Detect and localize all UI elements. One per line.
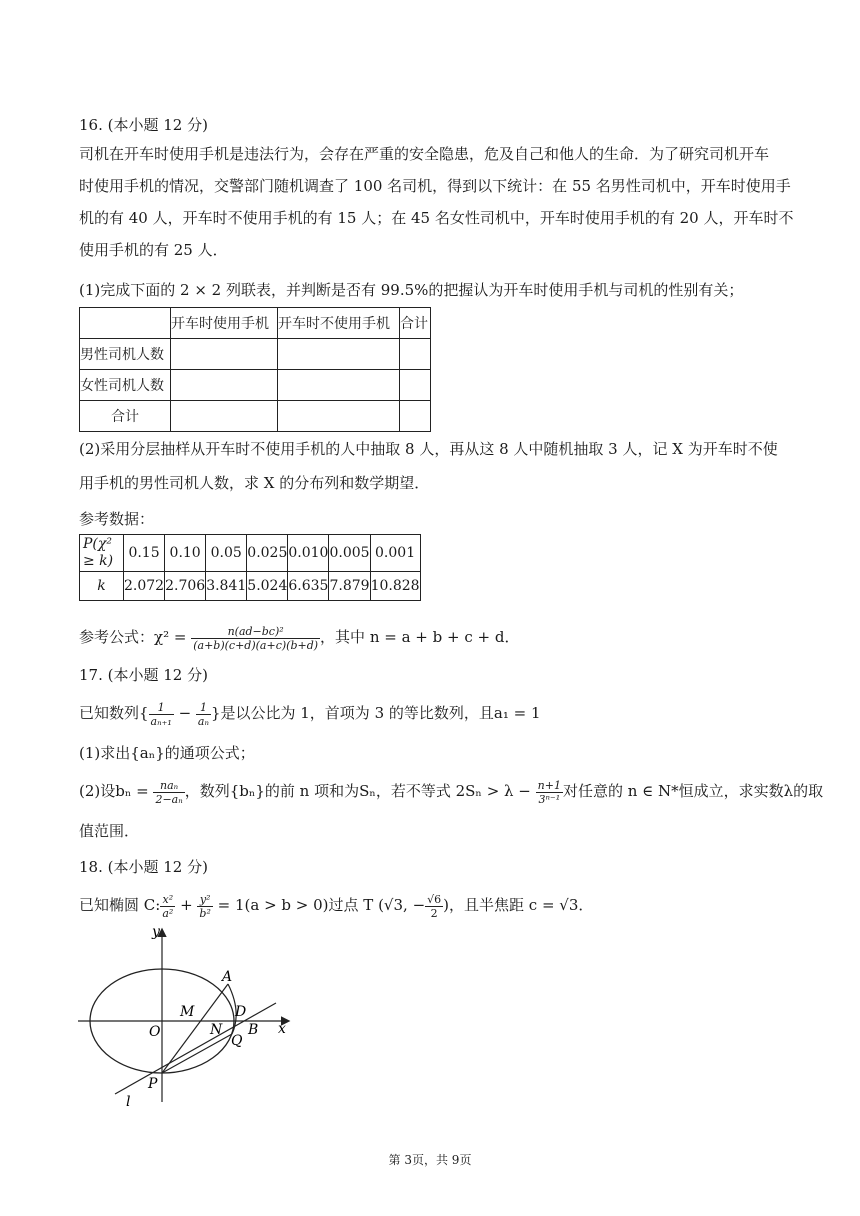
q16-intro-line-2: 时使用手机的情况，交警部门随机调查了 100 名司机，得到以下统计：在 55 名男性司机中，开车时使用手	[79, 177, 791, 195]
label-Q: Q	[231, 1033, 243, 1049]
q18-statement: 已知椭圆 C: $\frac{\text{x²}}{\text{a²}}$ + $\frac{\text{y²}}{\text{b²}}$ = 1(a > b > 0)过点 T (√3, − $\frac{√6}{2}$ )，且半焦距 c = √3．	[79, 892, 594, 920]
table1-cell	[400, 370, 431, 401]
q16-part2-line-1: (2)采用分层抽样从开车时不使用手机的人中抽取 8 人，再从这 8 人中随机抽取 3 人，记 X 为开车时不使	[79, 440, 778, 458]
label-O: O	[149, 1024, 161, 1040]
table1-corner	[80, 308, 171, 339]
table1-row-male: 男性司机人数	[80, 339, 171, 370]
table1-cell	[400, 339, 431, 370]
table1-cell	[171, 339, 278, 370]
table2-p-value: 0.025	[247, 535, 288, 572]
table1-header-nouse: 开车时不使用手机	[278, 308, 400, 339]
q17-header: 17. (本小题 12 分)	[79, 666, 208, 684]
table1-cell	[400, 401, 431, 432]
table1-row-total: 合计	[80, 401, 171, 432]
table1-cell	[278, 339, 400, 370]
table1-cell	[278, 401, 400, 432]
label-N: N	[210, 1022, 223, 1038]
q16-intro-line-4: 使用手机的有 25 人．	[79, 241, 228, 259]
q17-part2: (2)设bₙ = $\frac{\text{naₙ}}{\text{2−aₙ}}$ ，数列{bₙ}的前 n 项和为Sₙ，若不等式 2Sₙ > λ − $\frac{n+1}{\text{3ⁿ⁻¹}}$ 对任意的 n ∈ N*恒成立，求实数λ的取	[79, 778, 824, 806]
q18-header: 18. (本小题 12 分)	[79, 858, 208, 876]
label-M: M	[180, 1004, 195, 1020]
chi-square-reference-table	[79, 534, 421, 601]
table2-k-header: k	[80, 572, 124, 601]
table2-p-value: 0.15	[124, 535, 165, 572]
line-l	[115, 1003, 276, 1094]
table2-p-value: 0.005	[329, 535, 370, 572]
table1-cell	[171, 370, 278, 401]
table2-k-value: 2.072	[124, 572, 165, 601]
table2-p-value: 0.10	[165, 535, 206, 572]
q16-intro-line-1: 司机在开车时使用手机是违法行为，会存在严重的安全隐患，危及自己和他人的生命．为了研究司机开车	[79, 145, 770, 163]
label-l: l	[126, 1094, 131, 1110]
q16-part1: (1)完成下面的 2 × 2 列联表，并判断是否有 99.5%的把握认为开车时使用手机与司机的性别有关；	[79, 281, 744, 299]
page-footer: 第 3页，共 9页	[388, 1153, 472, 1167]
table1-header-use: 开车时使用手机	[171, 308, 278, 339]
q16-part2-line-2: 用手机的男性司机人数，求 X 的分布列和数学期望．	[79, 474, 430, 492]
table2-p-header: P(χ² ≥ k)	[80, 535, 124, 572]
ellipse-figure	[70, 920, 300, 1110]
table2-k-value: 6.635	[288, 572, 329, 601]
table2-k-value: 10.828	[370, 572, 420, 601]
q16-intro-line-3: 机的有 40 人，开车时不使用手机的有 15 人；在 45 名女性司机中，开车时使用手机的有 20 人，开车时不	[79, 209, 794, 227]
q16-header: 16. (本小题 12 分)	[79, 116, 208, 134]
label-A: A	[222, 969, 233, 985]
label-D: D	[235, 1004, 247, 1020]
formula-fraction: $\frac{\text{n(ad−bc)²}}{(a+b)(c+d)(a+c)(b+d)}$	[193, 624, 319, 652]
contingency-table	[79, 307, 431, 432]
q17-statement: 已知数列{ $\frac{1}{\text{aₙ₊₁}}$ − $\frac{1}{\text{aₙ}}$ }是以公比为 1，首项为 3 的等比数列，且a₁ = 1	[79, 700, 541, 728]
label-P: P	[148, 1076, 158, 1092]
label-B: B	[248, 1022, 259, 1038]
table2-k-value: 5.024	[247, 572, 288, 601]
table2-p-value: 0.001	[370, 535, 420, 572]
table1-cell	[278, 370, 400, 401]
q17-part2-line-2: 值范围．	[79, 822, 140, 840]
label-x: x	[278, 1021, 286, 1037]
reference-formula: 参考公式：χ² = $\frac{\text{n(ad−bc)²}}{(a+b)(c+d)(a+c)(b+d)}$ ，其中 n = a + b + c + d．	[79, 624, 520, 652]
label-y: y	[152, 924, 160, 940]
table2-k-value: 7.879	[329, 572, 370, 601]
table1-row-female: 女性司机人数	[80, 370, 171, 401]
ref-data-label: 参考数据：	[79, 510, 155, 528]
table2-k-value: 2.706	[165, 572, 206, 601]
q17-part1: (1)求出{aₙ}的通项公式；	[79, 744, 255, 762]
table1-cell	[171, 401, 278, 432]
table2-p-value: 0.010	[288, 535, 329, 572]
table1-header-total: 合计	[400, 308, 431, 339]
table2-p-value: 0.05	[206, 535, 247, 572]
table2-k-value: 3.841	[206, 572, 247, 601]
